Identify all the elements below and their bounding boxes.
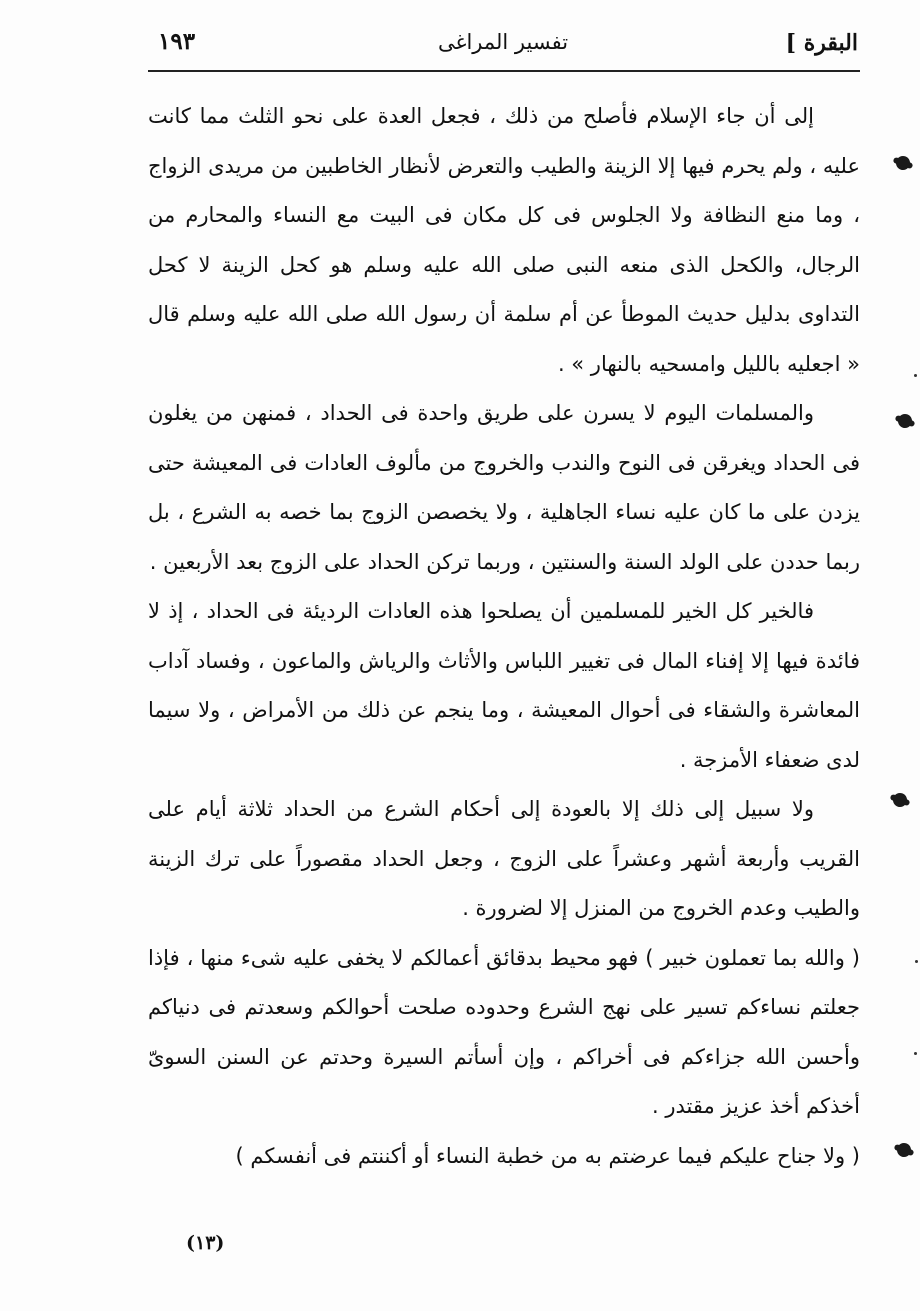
- page-body: [148, 92, 860, 1181]
- ink-speck: [914, 1052, 917, 1055]
- ink-blot-mark: [896, 412, 914, 430]
- surah-name: البقرة ]: [785, 30, 858, 56]
- book-title: تفسير المراغى: [437, 30, 569, 54]
- paragraph-5: ( والله بما تعملون خبير ) فهو محيط بدقائق أعمالكم لا يخفى عليه شىء منها ، فإذا جعلتم نساءكم تسير على نهج الشرع وحدوده صلحت أحوالكم وسعدتم فى دنياكم وأحسن الله جزاءكم فى أخراكم ، وإن أسأتم السيرة وحدتم عن السنن السوىّ أخذكم أخذ عزيز مقتدر .: [148, 945, 860, 1118]
- paragraph-3: فالخير كل الخير للمسلمين أن يصلحوا هذه العادات الرديئة فى الحداد ، إذ لا فائدة فيها إلا إفناء المال فى تغيير اللباس والأثاث والرياش والماعون ، وفساد آداب المعاشرة والشقاء فى أحوال المعيشة ، وما ينجم عن ذلك من الأمراض ، ولا سيما لدى ضعفاء الأمزجة .: [148, 599, 860, 772]
- header-rule: [148, 70, 860, 72]
- ink-blot-mark: [891, 791, 909, 809]
- ink-blot-mark: [895, 1141, 913, 1159]
- paragraph-4: ولا سبيل إلى ذلك إلا بالعودة إلى أحكام الشرع من الحداد ثلاثة أيام على القريب وأربعة أشهر وعشراً على الزوج ، وجعل الحداد مقصوراً على ترك الزينة والطيب وعدم الخروج من المنزل إلا لضرورة .: [148, 797, 860, 920]
- ink-blot-mark: [894, 154, 912, 172]
- page-header: [148, 26, 858, 70]
- paragraph-6: ( ولا جناح عليكم فيما عرضتم به من خطبة النساء أو أكننتم فى أنفسكم ): [235, 1143, 860, 1168]
- signature-number: (١٣): [186, 1232, 225, 1254]
- page-number: ١٩٣: [158, 28, 196, 55]
- ink-speck: [915, 960, 918, 963]
- paragraph-2: والمسلمات اليوم لا يسرن على طريق واحدة فى الحداد ، فمنهن من يغلون فى الحداد ويغرقن فى النوح والندب والخروج من مألوف العادات فى المعيشة حتى يزدن على ما كان عليه نساء الجاهلية ، ولا يخصصن الزوج بما خصه به الشرع ، بل ربما حددن على الولد السنة والسنتين ، وربما تركن الحداد على الزوج بعد الأربعين .: [148, 401, 860, 574]
- ink-speck: [914, 374, 917, 377]
- paragraph-1: إلى أن جاء الإسلام فأصلح من ذلك ، فجعل العدة على نحو الثلث مما كانت عليه ، ولم يحرم فيها إلا الزينة والطيب والتعرض لأنظار الخاطبين من مريدى الزواج ، وما منع النظافة ولا الجلوس فى كل مكان فى البيت مع النساء والمحارم من الرجال، والكحل الذى منعه النبى صلى الله عليه وسلم هو كحل الزينة لا كحل التداوى بدليل حديث الموطأ عن أم سلمة أن رسول الله صلى الله عليه وسلم قال « اجعليه بالليل وامسحيه بالنهار » .: [148, 104, 860, 376]
